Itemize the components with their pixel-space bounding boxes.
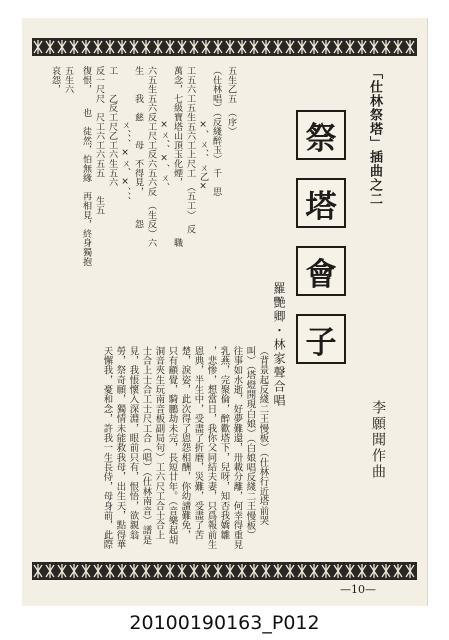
score-line: （仕林唱）（反綫醉玉） 千 思 [211,66,222,197]
lyrics-line: ，悲惨，想當日，我你父同結夫妻，只爲報前生 [205,346,217,550]
score-line: 哀怨， [50,66,61,94]
title-char-3: 會 [296,246,346,296]
archive-caption: 20100190163_P012 [129,612,320,634]
singers-credit: 羅艷卿・林家聲合唱 [272,282,286,408]
composer-credit: 李願聞作曲 [370,400,386,480]
lyrics-line: （背景起反綫二王慢板）（仕林行近塔前哭 [257,346,269,526]
score-line: 工 乙反工尺乙工六生五六 [107,66,118,187]
bottom-ornament-border [32,562,417,580]
lyrics-line: 士合上士合工士尺工合（唱）（仕林南音）譜是 [140,346,152,545]
lyrics-line: 勞，祭奇願，獨情未能救我母，出生天，點得華 [114,346,126,550]
title-char-2: 塔 [296,178,346,228]
lyrics-line: 只有顧覺，騎鵬劫未完，長短廿年。（音樂起胡 [166,346,178,545]
lyrics-line: 往事如水逝，好夢難還，卅載分離，何幸得重見 [231,346,243,550]
score-line: 工五六工五生五六工上尺工 （五工） 反 [185,66,196,234]
lyrics-line: 楚，淚姿，此次得了恩怨相酬，你幼讀難免， [179,346,191,540]
top-ornament-border [32,38,417,56]
lyrics-line: 叫）（塔燈開現白娘）（白娘唱反綫二王慢板） [244,346,256,541]
lyrics-line: 見，我悵懷入深淵，眼前只有，恨悟，欲親翁 [127,346,139,540]
lyrics-line: 天懈我，憂和念，許我一生長侍，母身前，此際 [101,346,113,550]
score-line: ×、ㄨ、、ㄨ乙× [198,120,209,192]
score-line: 萬念，七級寶塔山頂玉化煙， 職 [172,66,183,248]
score-line: 五生六 [63,66,74,94]
lyrics-line: 乳燕，完聚倫，醉歡塔下，兒呀，知否我嬌雛 [218,346,230,540]
score-line: ×ㄨ、、×、ㄨ、 [159,120,170,192]
title-char-1: 祭 [296,110,346,160]
lyrics-line: 恩典，半生中，受盡了折磨，災難，受盡了苦 [192,346,204,540]
score-line: ㄨ、、、×ㄨ、×、、、 [120,120,131,206]
score-line: 復恨， 也 徒然，怕無緣 再相見，終身獨抱 [81,66,92,267]
score-line: 生 我 慈 母 不得見， 怨 [133,66,144,229]
page-number: —10— [340,583,376,596]
score-line: 六五生五六反工尺工反六五六反 （生反）六 [146,66,157,248]
score-line: 五生乙五 （序） [226,66,237,136]
title-char-4: 子 [296,314,346,364]
lyrics-line: 洞音夾生玩南音板副局句）工六尺工合士合上 [153,346,165,540]
score-line: 反一尺尺 尺工六工六五五 生五 [94,66,105,215]
subtitle: 「仕林祭塔」插曲之二 [367,66,382,206]
